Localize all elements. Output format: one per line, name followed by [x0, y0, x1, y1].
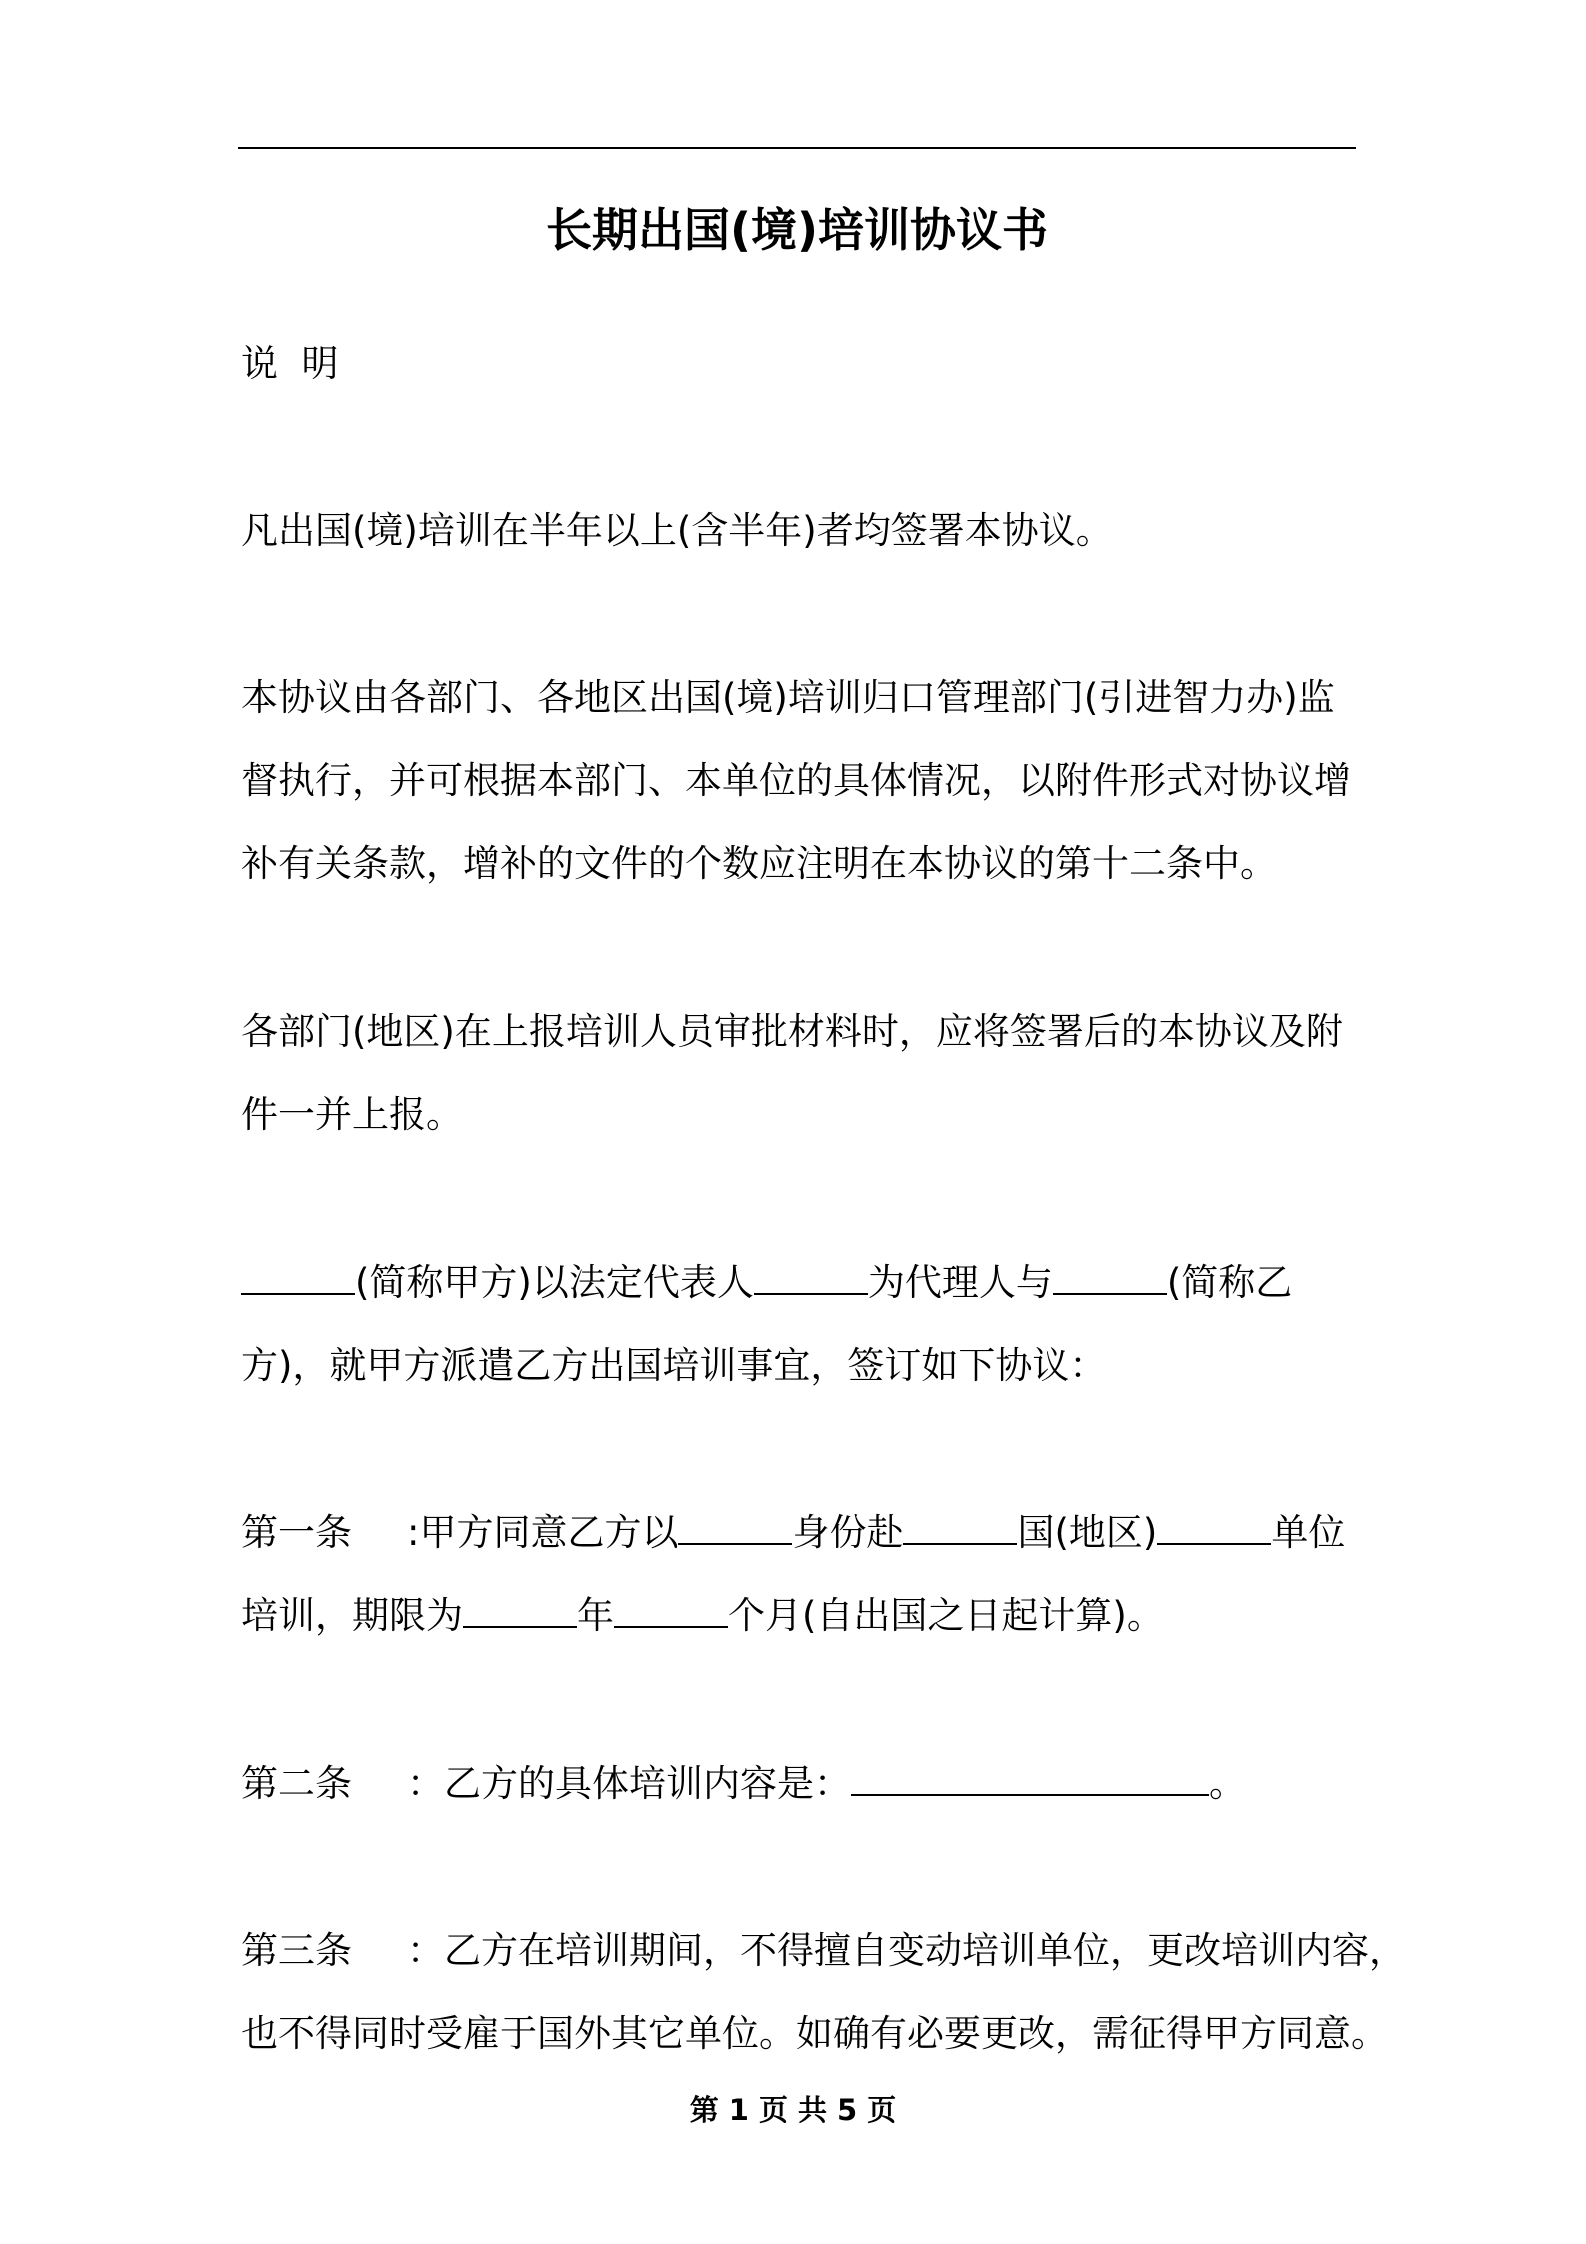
inline-text: 个月(自出国之日起计算)。: [728, 1594, 1164, 1637]
inline-text: ：乙方在培训期间，不得擅自变动培训单位，更改培训内容，: [407, 1929, 1406, 1972]
footer-total-unit: 页: [867, 2093, 897, 2127]
article-2: [241, 1742, 1361, 1825]
inline-text: 培训，期限为: [241, 1594, 463, 1637]
inline-text: 国(地区): [1017, 1511, 1158, 1554]
paragraph-scope: [241, 489, 1361, 572]
paragraph-line: [241, 1241, 1361, 1324]
inline-text: :甲方同意乙方以: [407, 1511, 679, 1554]
paragraph-line: 本协议由各部门、各地区出国(境)培训归口管理部门(引进智力办)监: [241, 676, 1335, 719]
article-1: [241, 1491, 1361, 1657]
heading-text: 说 明: [241, 342, 339, 385]
inline-text: 。: [1209, 1762, 1246, 1805]
paragraph-line: [241, 1574, 1361, 1657]
inline-text: (简称甲方)以法定代表人: [355, 1261, 754, 1304]
inline-text: ：乙方的具体培训内容是：: [407, 1762, 851, 1805]
paragraph-line: 方)，就甲方派遣乙方出国培训事宜，签订如下协议：: [241, 1344, 1107, 1387]
blank-identity[interactable]: [678, 1509, 792, 1545]
inline-text: (简称乙: [1166, 1261, 1293, 1304]
footer-total-number: 5: [837, 2093, 858, 2127]
footer-total-label: 共: [798, 2093, 828, 2127]
article-label: 第一条: [241, 1511, 352, 1554]
inline-text: 年: [577, 1594, 614, 1637]
blank-legal-rep[interactable]: [754, 1259, 868, 1295]
page-footer: [0, 2090, 1586, 2130]
paragraph-line: 补有关条款，增补的文件的个数应注明在本协议的第十二条中。: [241, 842, 1277, 885]
footer-page-label: 第: [689, 2093, 719, 2127]
paragraph-line: [241, 1909, 1406, 1992]
document-title: 长期出国(境)培训协议书: [545, 203, 1049, 257]
paragraph-supervision: [241, 656, 1361, 905]
paragraph-submission: [241, 990, 1361, 1156]
paragraph-line: [241, 1742, 1361, 1825]
paragraph-line: [241, 1491, 1361, 1574]
blank-party-b[interactable]: [1053, 1259, 1167, 1295]
blank-country[interactable]: [903, 1509, 1017, 1545]
article-3: [241, 1909, 1406, 2075]
paragraph-line: 督执行，并可根据本部门、本单位的具体情况，以附件形式对协议增: [241, 759, 1351, 802]
blank-years[interactable]: [463, 1592, 577, 1628]
paragraph-parties: [241, 1241, 1361, 1407]
paragraph-line: 也不得同时受雇于国外其它单位。如确有必要更改，需征得甲方同意。: [241, 2012, 1388, 2055]
paragraph-text: 凡出国(境)培训在半年以上(含半年)者均签署本协议。: [241, 509, 1113, 552]
paragraph-line: 件一并上报。: [241, 1093, 463, 1136]
inline-text: 身份赴: [792, 1511, 904, 1554]
blank-party-a[interactable]: [241, 1259, 355, 1295]
article-label: 第二条: [241, 1762, 352, 1805]
inline-text: 为代理人与: [867, 1261, 1053, 1304]
blank-months[interactable]: [614, 1592, 728, 1628]
paragraph-line: 各部门(地区)在上报培训人员审批材料时，应将签署后的本协议及附: [241, 1010, 1343, 1053]
footer-page-number: 1: [728, 2093, 749, 2127]
article-label: 第三条: [241, 1929, 352, 1972]
footer-page-unit: 页: [758, 2093, 788, 2127]
section-heading: [241, 322, 1361, 405]
blank-training-content[interactable]: [851, 1760, 1209, 1796]
blank-unit[interactable]: [1157, 1509, 1271, 1545]
header-rule: [238, 147, 1356, 149]
inline-text: 单位: [1271, 1511, 1346, 1554]
